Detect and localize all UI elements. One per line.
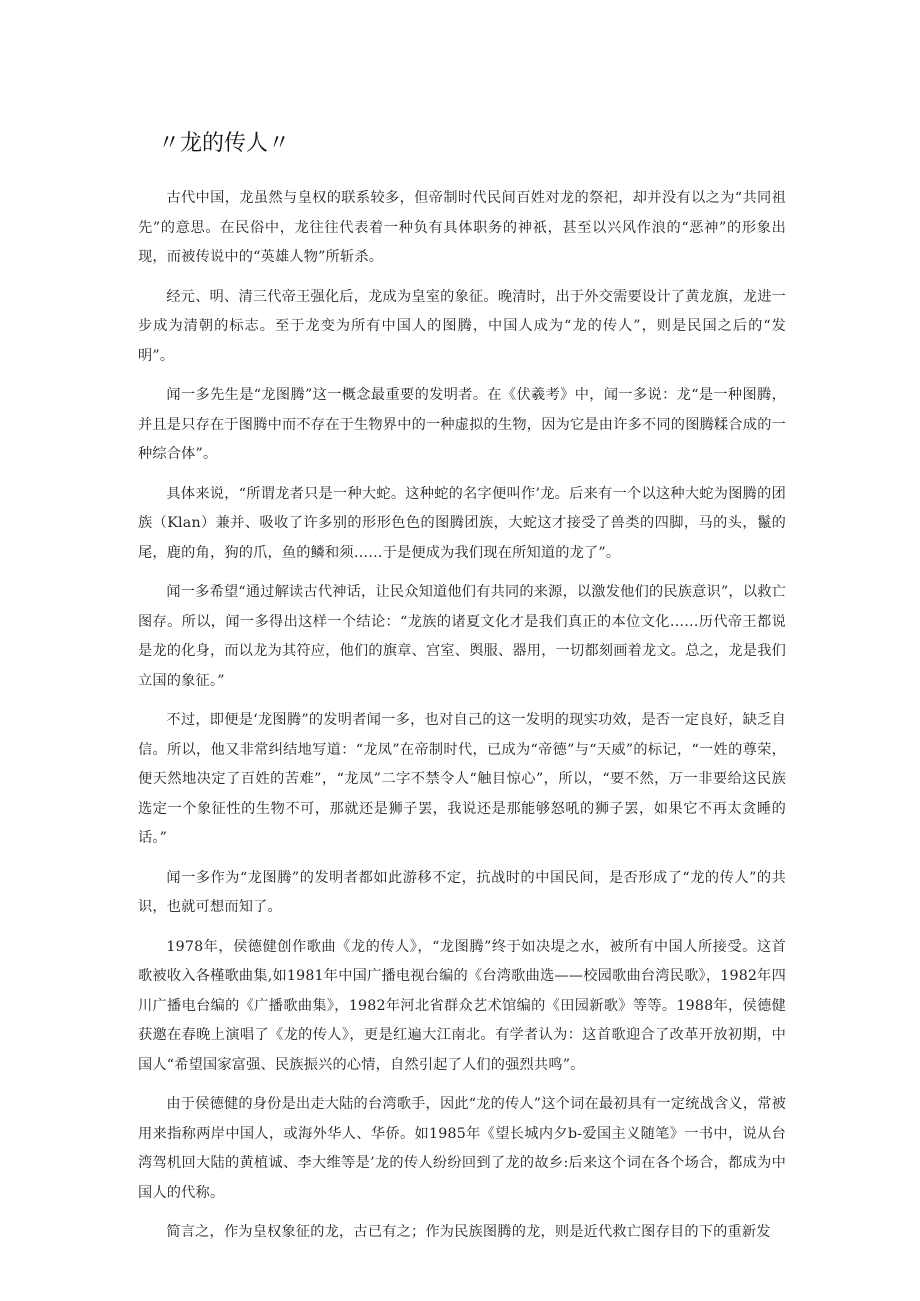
paragraph-2: 经元、明、清三代帝王强化后，龙成为皇室的象征。晚清时，出于外交需要设计了黄龙旗，龙进一步成为清朝的标志。至于龙变为所有中国人的图腾，中国人成为“龙的传人”，则是民国之后的“发明”。 [138,288,786,364]
paragraph-1: 古代中国，龙虽然与皇权的联系较多，但帝制时代民间百姓对龙的祭祀，却并没有以之为“共同祖先”的意思。在民俗中，龙往往代表着一种负有具体职务的神祇，甚至以兴风作浪的“恶神”的形象出现，而被传说中的“英雄人物”所斩杀。 [138,190,786,265]
paragraph-4: 具体来说，“所谓龙者只是一种大蛇。这种蛇的名字便叫作’龙。后来有一个以这种大蛇为图腾的团族（Klan）兼并、吸收了许多别的形形色色的图腾团族，大蛇这才接受了兽类的四脚，马的头，鬣的尾，鹿的角，狗的爪，鱼的鳞和须……于是便成为我们现在所知道的龙了”。 [138,485,786,561]
paragraph-5: 闻一多希望“通过解读古代神话，让民众知道他们有共同的来源，以激发他们的民族意识”，以救亡图存。所以，闻一多得出这样一个结论：“龙族的诸夏文化才是我们真正的本位文化……历代帝王都说是龙的化身，而以龙为其符应，他们的旗章、宫室、舆服、器用，一切都刻画着龙文。总之，龙是我们立国的象征。” [138,584,786,689]
paragraph-6: 不过，即便是‘龙图腾”的发明者闻一多，也对自己的这一发明的现实功效，是否一定良好，缺乏自信。所以，他又非常纠结地写道：“龙凤”在帝制时代，已成为“帝德”与“天威”的标记，“一姓的尊荣，便天然地决定了百姓的苦难”，“龙凤”二字不禁令人“触目惊心”，所以，“要不然，万一非要给这民族选定一个象征性的生物不可，那就还是狮子罢，我说还是那能够怒吼的狮子罢，如果它不再太贪睡的话。” [138,712,786,846]
paragraph-3: 闻一多先生是“龙图腾”这一概念最重要的发明者。在《伏羲考》中，闻一多说：龙“是一种图腾，并且是只存在于图腾中而不存在于生物界中的一种虚拟的生物，因为它是由许多不同的图腾糅合成的一种综合体”。 [138,387,786,462]
paragraph-7: 闻一多作为“龙图腾”的发明者都如此游移不定，抗战时的中国民间，是否形成了“龙的传人”的共识，也就可想而知了。 [138,869,786,915]
document-page [138,126,786,1258]
document-title: 〃龙的传人〃 [158,131,291,156]
paragraph-8: 1978年，侯德健创作歌曲《龙的传人》，“龙图腾”终于如决堤之水，被所有中国人所接受。这首歌被收入各槿歌曲集,如1981年中国广播电视台编的《台湾歌曲选——校园歌曲台湾民歌》，1982年四川广播电台编的《广播歌曲集》，1982年河北省群众艺术馆编的《田园新歌》等等。1988年，侯德健获邀在春晚上演唱了《龙的传人》，更是红遍大江南北。有学者认为：这首歌迎合了改革开放初期，中国人“希望国家富强、民族振兴的心情，自然引起了人们的强烈共鸣”。 [138,938,786,1073]
paragraph-9: 由于侯德健的身份是出走大陆的台湾歌手，因此“龙的传人”这个词在最初具有一定统战含义，常被用来指称两岸中国人，或海外华人、华侨。如1985年《望长城内夕b-爱国主义随笔》一书中，说从台湾驾机回大陆的黄植诚、李大维等是’龙的传人纷纷回到了龙的故乡:后来这个词在各个场合，都成为中国人的代称。 [138,1096,786,1201]
paragraph-10: 简言之，作为皇权象征的龙，古已有之；作为民族图腾的龙，则是近代救亡图存目的下的重新发 [166,1224,771,1240]
